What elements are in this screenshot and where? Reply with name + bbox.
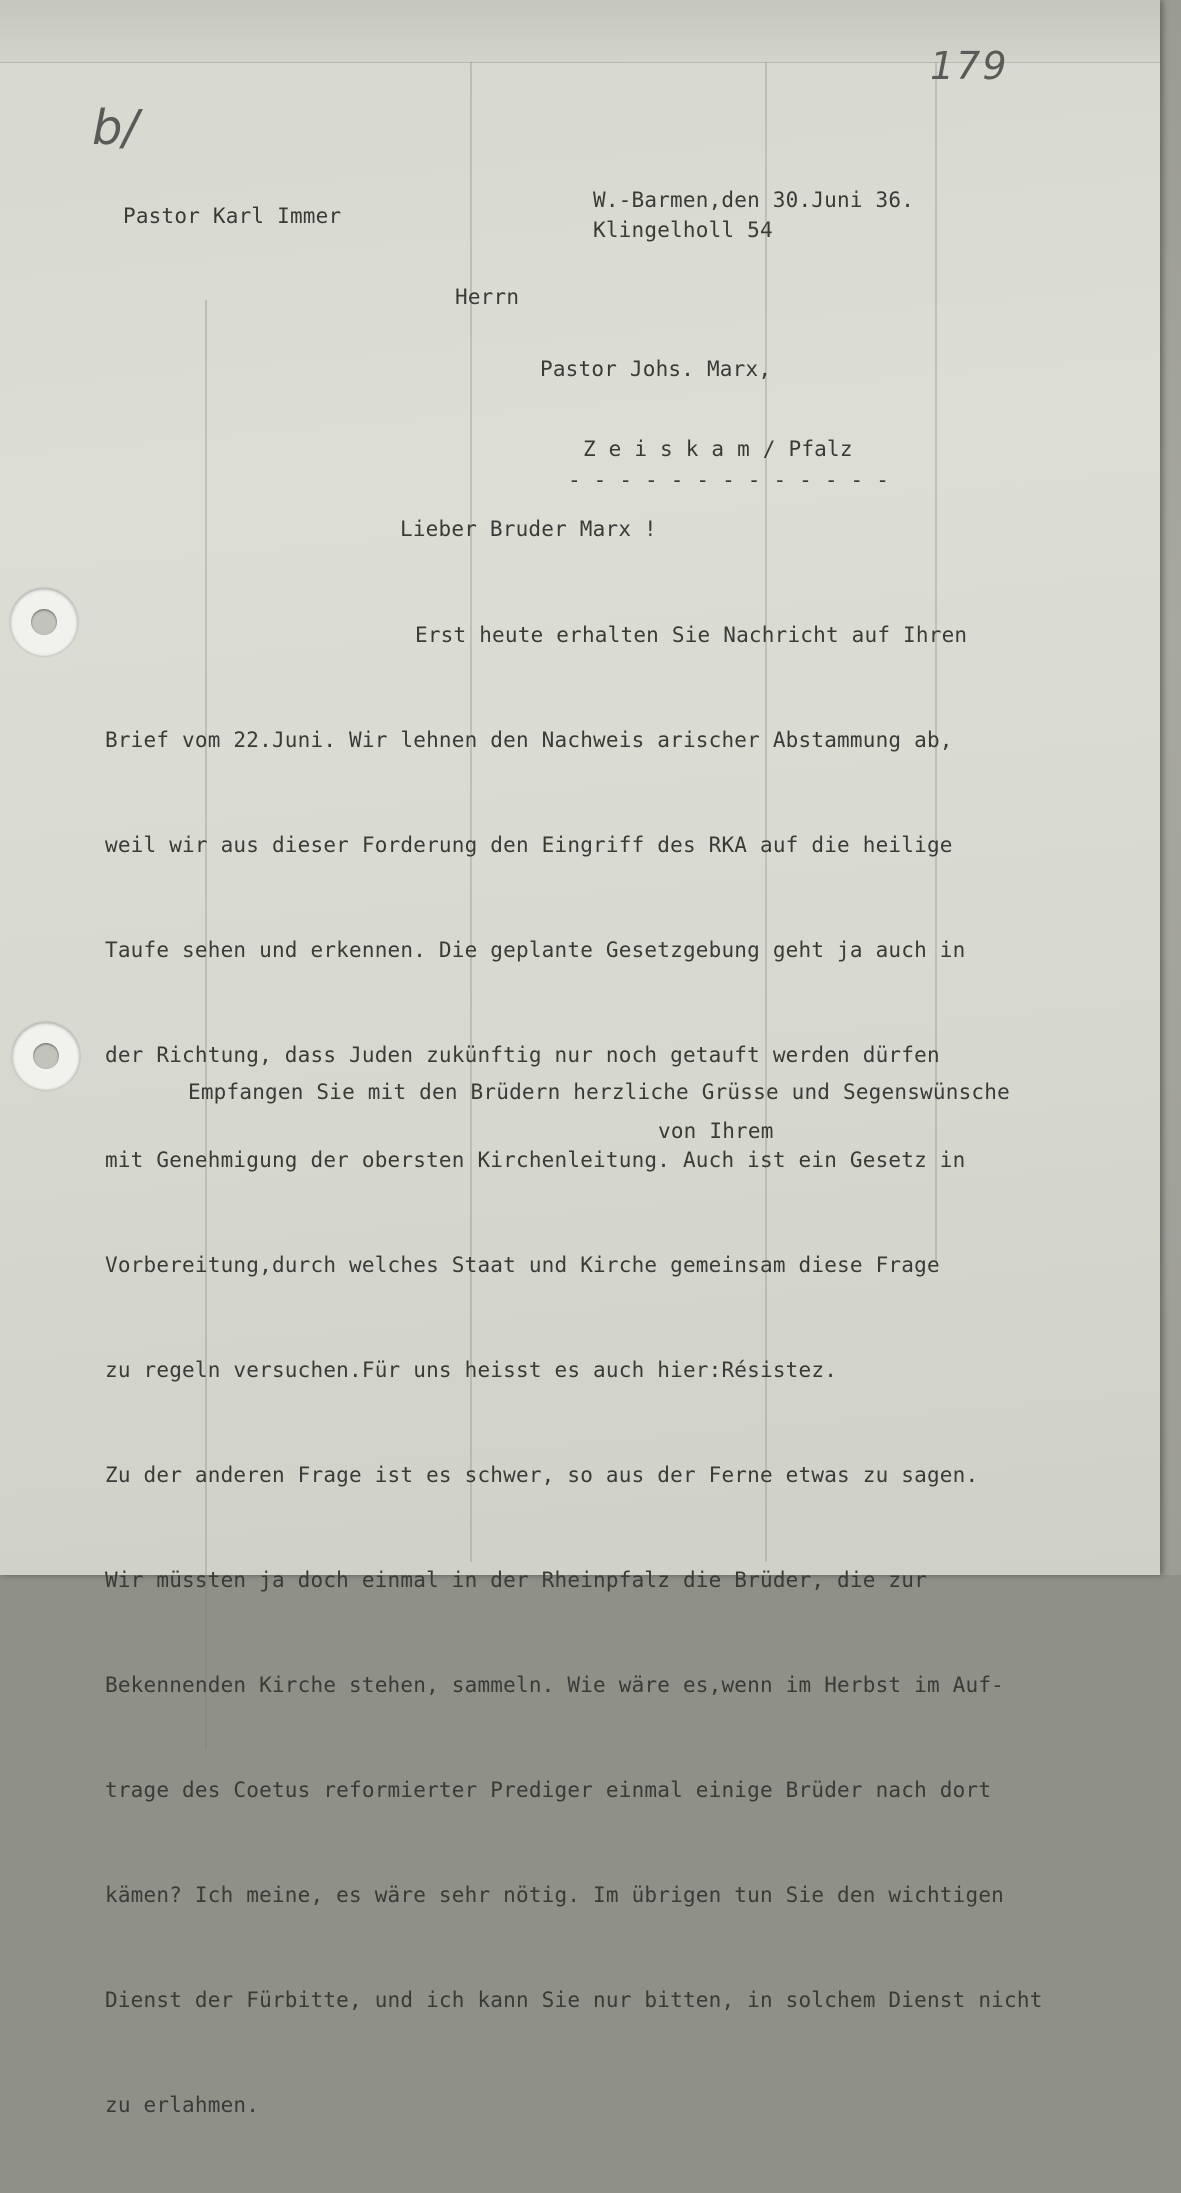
body-line: zu erlahmen.: [105, 2093, 260, 2117]
body-line: trage des Coetus reformierter Prediger einmal einige Brüder nach dort: [105, 1778, 992, 1802]
sender-name: Pastor Karl Immer: [123, 204, 342, 228]
body-line: Taufe sehen und erkennen. Die geplante Gesetzgebung geht ja auch in: [105, 938, 966, 962]
body-line: kämen? Ich meine, es wäre sehr nötig. Im übrigen tun Sie den wichtigen: [105, 1883, 1005, 1907]
body-line: Vorbereitung,durch welches Staat und Kirche gemeinsam diese Frage: [105, 1253, 940, 1277]
body-line: weil wir aus dieser Forderung den Eingriff des RKA auf die heilige: [105, 833, 953, 857]
recipient-salutation: Herrn: [455, 285, 520, 309]
recipient-underline: - - - - - - - - - - - - -: [568, 468, 890, 492]
body-line: Bekennenden Kirche stehen, sammeln. Wie wäre es,wenn im Herbst im Auf-: [105, 1673, 1005, 1697]
body-line: der Richtung, dass Juden zukünftig nur noch getauft werden dürfen: [105, 1043, 940, 1067]
handwritten-initials: b/: [92, 100, 139, 156]
recipient-place: Z e i s k a m / Pfalz: [583, 437, 853, 461]
body-line: Wir müssten ja doch einmal in der Rheinpfalz die Brüder, die zur: [105, 1568, 927, 1592]
closing-sign: von Ihrem: [658, 1119, 774, 1143]
handwritten-page-number: 179: [930, 44, 1009, 88]
body-line: Zu der anderen Frage ist es schwer, so aus der Ferne etwas zu sagen.: [105, 1463, 979, 1487]
greeting: Lieber Bruder Marx !: [400, 517, 657, 541]
letter-body: [105, 548, 1043, 2193]
punch-hole-bottom: [12, 1022, 80, 1090]
recipient-name: Pastor Johs. Marx,: [540, 357, 772, 381]
punch-hole-top: [10, 588, 78, 656]
sender-address: Klingelholl 54: [593, 218, 773, 242]
body-line: Brief vom 22.Juni. Wir lehnen den Nachweis arischer Abstammung ab,: [105, 728, 953, 752]
body-line: Dienst der Fürbitte, und ich kann Sie nur bitten, in solchem Dienst nicht: [105, 1988, 1043, 2012]
body-line: Erst heute erhalten Sie Nachricht auf Ihren: [415, 623, 968, 647]
body-line: zu regeln versuchen.Für uns heisst es auch hier:Résistez.: [105, 1358, 838, 1382]
place-date: W.-Barmen,den 30.Juni 36.: [593, 188, 915, 212]
body-line: mit Genehmigung der obersten Kirchenleitung. Auch ist ein Gesetz in: [105, 1148, 966, 1172]
closing-line: Empfangen Sie mit den Brüdern herzliche Grüsse und Segenswünsche: [188, 1080, 1010, 1104]
